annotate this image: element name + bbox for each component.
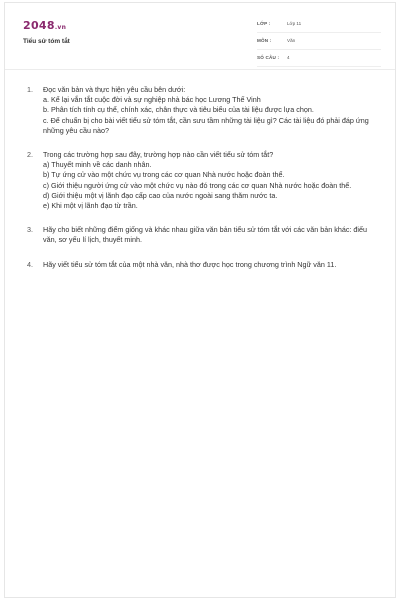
- document-title: Tiểu sử tóm tắt: [23, 38, 70, 45]
- meta-row-subject: [257, 37, 381, 50]
- question-subitem: a. Kể lại vắn tắt cuộc đời và sự nghiệp nhà bác học Lương Thế Vinh: [43, 95, 261, 105]
- document-header: [5, 3, 395, 70]
- meta-row-class: [257, 20, 381, 33]
- document-page: [4, 2, 396, 598]
- question-subitem: d) Giới thiệu một vị lãnh đạo cấp cao của nước ngoài sang thăm nước ta.: [43, 190, 278, 200]
- question-number: 1.: [27, 85, 33, 94]
- question-number: 2.: [27, 150, 33, 160]
- logo-text: 2048: [23, 19, 55, 32]
- meta-label: MÔN :: [257, 38, 272, 43]
- question-subitem: e) Khi một vị lãnh đạo từ trần.: [43, 201, 138, 211]
- logo-tld: .vn: [54, 24, 67, 31]
- meta-value: Lớp 11: [287, 21, 302, 26]
- question-item: [27, 150, 377, 211]
- question-text: Trong các trường hợp sau đây, trường hợp nào cần viết tiểu sử tóm tắt?: [43, 150, 274, 160]
- question-text: Hãy cho biết những điểm giống và khác nhau giữa văn bản tiểu sử tóm tắt với các văn bản khác: điếu văn, sơ yếu lí lịch, thuyết minh.: [43, 225, 368, 245]
- question-subitem: c. Để chuẩn bị cho bài viết tiểu sử tóm tắt, cần sưu tầm những tài liệu gì? Các tài liệu đó phải đáp ứng những yêu cầu nào?: [43, 115, 369, 135]
- document-meta: [257, 20, 381, 71]
- question-text: Hãy viết tiểu sử tóm tắt của một nhà văn, nhà thơ được học trong chương trình Ngữ văn 11.: [43, 259, 337, 269]
- question-subitem: a) Thuyết minh về các danh nhân.: [43, 160, 152, 170]
- question-text: Đọc văn bản và thực hiện yêu cầu bên dưới:: [43, 85, 186, 94]
- question-item: [27, 260, 377, 270]
- meta-label: SỐ CÂU :: [257, 55, 280, 60]
- site-logo[interactable]: [23, 19, 66, 32]
- meta-value: Văn: [287, 38, 296, 43]
- question-number: 3.: [27, 225, 33, 235]
- question-item: [27, 85, 377, 136]
- question-subitem: b) Tự ứng cử vào một chức vụ trong các cơ quan Nhà nước hoặc đoàn thể.: [43, 170, 285, 180]
- question-number: 4.: [27, 259, 33, 269]
- meta-row-count: [257, 54, 381, 67]
- question-item: [27, 225, 377, 245]
- question-list: [27, 85, 377, 284]
- question-subitem: c) Giới thiệu người ứng cử vào một chức vụ nào đó trong các cơ quan Nhà nước hoặc đoàn thể.: [43, 180, 352, 190]
- question-subitem: b. Phân tích tính cụ thể, chính xác, chân thực và tiêu biểu của tài liệu được lựa chọn.: [43, 105, 314, 115]
- meta-label: LỚP :: [257, 21, 271, 26]
- meta-value: 4: [287, 55, 290, 60]
